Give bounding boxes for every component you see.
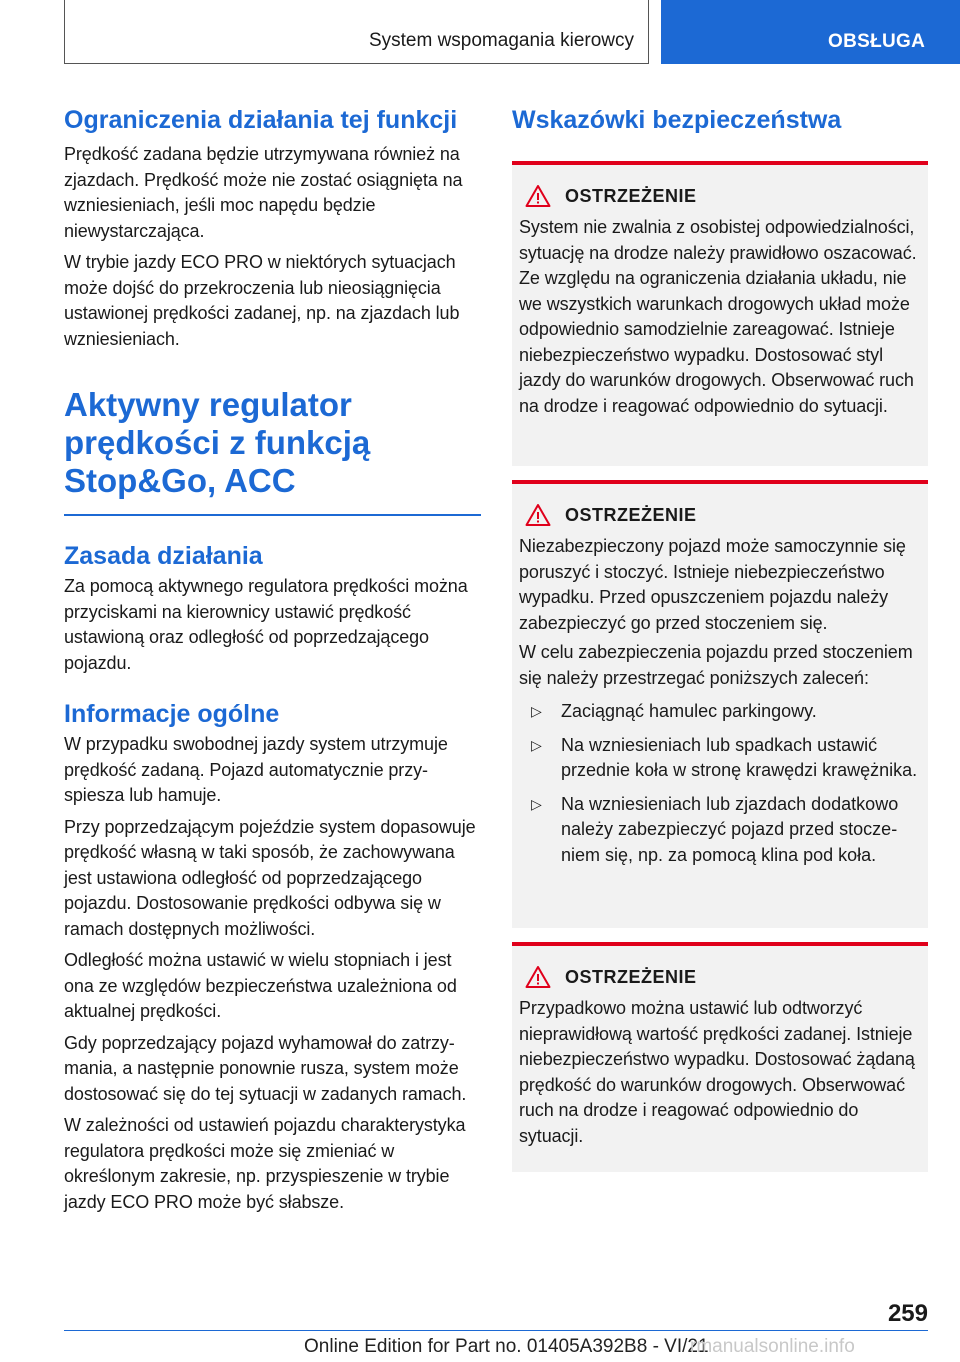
header-section-box xyxy=(64,0,649,64)
paragraph-limits-2: W trybie jazdy ECO PRO w niektórych sytuacjach może dojść do przekroczenia lub nieosiągnięcia ustawionej prędkości zadanej, np. na zjazdach lub wzniesieniach. xyxy=(64,252,460,349)
list-item xyxy=(519,733,922,784)
heading-acc-rule xyxy=(64,514,481,516)
warning-header-3 xyxy=(525,962,922,992)
warning-text-2b: W celu zabezpieczenia pojazdu przed stoczeniem się należy przestrzegać poniższych zaleceń: xyxy=(519,642,913,688)
list-item-text: Na wzniesieniach lub spadkach ustawić przednie koła w stronę krawędzi krawężnika. xyxy=(561,734,918,780)
heading-acc-line-3: Stop&Go, ACC xyxy=(64,462,296,499)
heading-general: Informacje ogólne xyxy=(64,700,280,728)
triangle-right-icon: ▷ xyxy=(531,703,542,719)
footer-rule xyxy=(64,1330,928,1331)
paragraph-general-4: Gdy poprzedzający pojazd wyhamował do zatrzymania, a następnie ponownie rusza, system może dostosować się do tej sytuacji w zadanych ramach. xyxy=(64,1032,467,1104)
warning-label-2: OSTRZEŻENIE xyxy=(565,504,697,525)
warning-triangle-icon xyxy=(525,965,551,989)
paragraph-general-3: Odległość można ustawić w wielu stopniach i jest ona ze względów bezpieczeństwa uzależniona od aktualnej prędkości. xyxy=(64,950,457,1021)
list-item xyxy=(519,792,922,869)
warning-header-1 xyxy=(525,181,922,211)
heading-limits: Ograniczenia działania tej funkcji xyxy=(64,106,458,134)
warning-text-2: Niezabezpieczony pojazd może samoczynnie się poruszyć i stoczyć. Istnieje niebezpieczeństwo wypadku. Przed opuszczeniem pojazdu należy zabezpieczyć go przed stoczeniem się. xyxy=(519,536,906,633)
header-section-title: System wspomagania kierowcy xyxy=(368,30,634,51)
triangle-right-icon: ▷ xyxy=(531,795,542,812)
header-tab-label: OBSŁUGA xyxy=(828,31,926,52)
right-column xyxy=(512,100,928,1172)
page-number: 259 xyxy=(887,1300,928,1327)
header-tab-obsluga[interactable] xyxy=(661,0,960,64)
triangle-right-icon: ▷ xyxy=(531,736,542,753)
paragraph-principle: Za pomocą aktywnego regulatora prędkości można przyciskami na kierownicy ustawić prędkość ustawioną oraz odległość od poprzedzającego pojazdu. xyxy=(64,576,468,673)
heading-acc-line-1: Aktywny regulator xyxy=(64,386,352,423)
warning-label-1: OSTRZEŻENIE xyxy=(565,185,697,206)
paragraph-limits-1: Prędkość zadana będzie utrzymywana również na zjazdach. Prędkość może nie zostać osiągnięta na wzniesieniach, jeśli moc napędu będzie niewystarczająca. xyxy=(64,144,463,241)
list-item-text: Zaciągnąć hamulec parkingowy. xyxy=(561,701,817,721)
footer-watermark: rmanualsonline.info xyxy=(690,1336,855,1357)
heading-safety: Wskazówki bezpieczeństwa xyxy=(512,106,842,134)
left-column xyxy=(64,100,481,1215)
warning-box-1 xyxy=(512,161,928,466)
warning-text-1: System nie zwalnia z osobistej odpowiedzialności, sytuację na drodze należy prawidłowo oszacować. Ze względu na ograniczenia działania układu, nie we wszystkich warunkach drogowych układ może odpowiednio samodzielnie zareagować. Istnieje niebezpieczeństwo wypadku. Dostosować styl jazdy do warunków drogowych. Obserwować ruch na drodze i reagować odpowiednio do sytuacji. xyxy=(519,217,917,416)
warning-header-2 xyxy=(525,500,922,530)
footer-edition: Online Edition for Part no. 01405A392B8 - VI/21 xyxy=(304,1336,709,1357)
paragraph-general-1: W przypadku swobodnej jazdy system utrzymuje prędkość zadaną. Pojazd automatycznie przyspiesza lub hamuje. xyxy=(64,734,448,805)
list-item-text: Na wzniesieniach lub zjazdach dodatkowo należy zabezpieczyć pojazd przed stoczeniem się, np. za pomocą klina pod koła. xyxy=(561,793,899,865)
warning-triangle-icon xyxy=(525,184,551,208)
warning-box-2 xyxy=(512,480,928,928)
heading-acc xyxy=(64,386,481,500)
paragraph-general-2: Przy poprzedzającym pojeździe system dopasowuje prędkość własną w taki sposób, że zachowywana jest ustawiona odległość od poprzedzającego pojazdu. Dostosowanie prędkości odbywa się w ramach dostępnych możliwości. xyxy=(64,816,476,939)
warning-text-3: Przypadkowo można ustawić lub odtworzyć nieprawidłową wartość prędkości zadanej. Istnieje niebezpieczeństwo wypadku. Dostosować żądaną prędkość do warunków drogowych. Obserwować ruch na drodze i reagować odpowiednio do sytuacji. xyxy=(519,998,915,1146)
heading-principle: Zasada działania xyxy=(64,542,263,570)
heading-acc-line-2: prędkości z funkcją xyxy=(64,424,371,461)
warning-triangle-icon xyxy=(525,503,551,527)
paragraph-general-5: W zależności od ustawień pojazdu charakterystyka regulatora prędkości może się zmieniać w określonym zakresie, np. przyspieszenie w trybie jazdy ECO PRO może być słabsze. xyxy=(64,1115,466,1212)
list-item xyxy=(519,699,922,725)
warning-box-3 xyxy=(512,942,928,1172)
warning-label-3: OSTRZEŻENIE xyxy=(565,966,697,987)
